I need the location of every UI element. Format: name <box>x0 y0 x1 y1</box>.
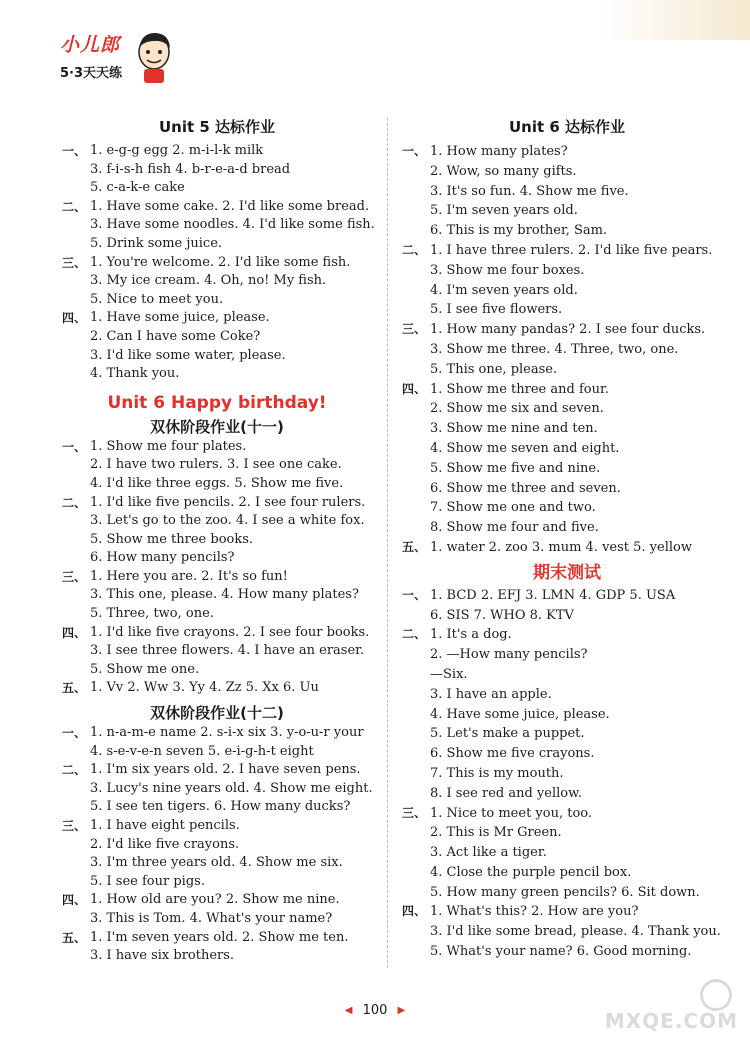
answer-text: 6. Show me three and seven. <box>430 480 621 496</box>
answer-line <box>62 743 372 762</box>
answer-text: 5. Drink some juice. <box>90 235 223 251</box>
answer-line <box>402 685 732 705</box>
answer-line <box>62 272 372 291</box>
question-number: 五、 <box>62 930 87 945</box>
answer-text: 5. Show me five and nine. <box>430 460 601 476</box>
answer-line <box>402 883 732 903</box>
question-number: 一、 <box>62 726 87 741</box>
answer-text: 4. Have some juice, please. <box>430 706 610 722</box>
section12-answers <box>62 724 372 966</box>
answer-line <box>62 798 372 817</box>
answer-line <box>402 300 732 320</box>
answer-text: 1. Vv 2. Ww 3. Yy 4. Zz 5. Xx 6. Uu <box>90 680 319 696</box>
question-number: 四、 <box>402 381 427 396</box>
answer-text: 3. I'm three years old. 4. Show me six. <box>90 855 343 871</box>
question-number: 四、 <box>62 311 87 326</box>
answer-line <box>62 679 372 698</box>
question-number: 五、 <box>62 681 87 696</box>
question-number: 四、 <box>62 893 87 908</box>
answer-line <box>402 942 732 962</box>
section11-heading: 双休阶段作业(十一) <box>150 417 284 436</box>
answer-text: 3. I have six brothers. <box>90 948 235 964</box>
answer-line <box>402 724 732 744</box>
answer-text: 1. Have some cake. 2. I'd like some bread. <box>90 198 370 214</box>
answer-line <box>62 910 372 929</box>
answer-line <box>402 182 732 202</box>
answer-line <box>62 456 372 475</box>
unit6-heading: Unit 6 达标作业 <box>508 118 626 136</box>
question-number: 三、 <box>62 255 87 270</box>
answer-text: 1. Here you are. 2. It's so fun! <box>90 568 288 584</box>
answer-line <box>402 241 732 261</box>
answer-text: 3. It's so fun. 4. Show me five. <box>430 183 629 199</box>
column-divider <box>387 118 388 968</box>
question-number: 四、 <box>402 904 427 919</box>
answer-text: 5. What's your name? 6. Good morning. <box>430 944 692 960</box>
answer-line <box>62 854 372 873</box>
answer-text: 5. This one, please. <box>430 361 558 377</box>
answer-line <box>402 498 732 518</box>
question-number: 四、 <box>62 625 87 640</box>
answer-text: 5. I see five flowers. <box>430 302 563 318</box>
answer-text: 7. Show me one and two. <box>430 500 596 516</box>
question-number: 二、 <box>62 495 87 510</box>
answer-line <box>62 161 372 180</box>
answer-text: 5. Nice to meet you. <box>90 291 224 307</box>
answer-line <box>62 780 372 799</box>
answer-text: 1. How many pandas? 2. I see four ducks. <box>430 322 706 338</box>
final-test-answers <box>402 586 732 962</box>
answer-text: 3. Show me three. 4. Three, two, one. <box>430 341 679 357</box>
answer-line <box>402 360 732 380</box>
answer-text: 5. I see four pigs. <box>90 873 205 889</box>
answer-line <box>62 586 372 605</box>
question-number: 一、 <box>62 144 87 158</box>
answer-text: 1. I'd like five pencils. 2. I see four rulers. <box>90 494 366 510</box>
answer-line <box>402 221 732 241</box>
answer-line <box>402 645 732 665</box>
unit5-answers <box>62 142 375 384</box>
answer-text: 1. BCD 2. EFJ 3. LMN 4. GDP 5. USA <box>430 587 676 603</box>
right-column <box>402 112 732 962</box>
answer-line <box>402 281 732 301</box>
answer-line <box>62 891 372 910</box>
answer-text: 8. I see red and yellow. <box>430 785 582 801</box>
answer-text: 2. I have two rulers. 3. I see one cake. <box>90 457 342 473</box>
answer-line <box>62 438 372 457</box>
answer-line <box>62 216 375 235</box>
answer-line <box>402 764 732 784</box>
answer-line <box>402 439 732 459</box>
boy-mascot-icon <box>134 28 174 84</box>
question-number: 三、 <box>402 322 427 337</box>
watermark-circle-icon <box>700 979 732 1011</box>
answer-text: 4. I'm seven years old. <box>430 282 578 298</box>
answer-text: 3. Lucy's nine years old. 4. Show me eight. <box>90 780 373 796</box>
question-number: 二、 <box>62 763 87 778</box>
answer-line <box>402 823 732 843</box>
answer-line <box>402 606 732 626</box>
answer-text: 2. Show me six and seven. <box>430 401 604 417</box>
question-number: 三、 <box>62 569 87 584</box>
question-number: 一、 <box>402 144 427 158</box>
answer-line <box>402 902 732 922</box>
answer-text: —Six. <box>430 666 468 682</box>
answer-line <box>402 201 732 221</box>
answer-text: 5. How many green pencils? 6. Sit down. <box>430 884 700 900</box>
answer-line <box>62 724 372 743</box>
answer-line <box>402 665 732 685</box>
answer-text: 1. How old are you? 2. Show me nine. <box>90 892 340 908</box>
answer-line <box>62 347 372 366</box>
answer-line <box>402 261 732 281</box>
answer-line <box>62 661 372 680</box>
answer-text: 1. How many plates? <box>430 144 568 159</box>
section12-heading: 双休阶段作业(十二) <box>150 704 284 723</box>
answer-text: 1. You're welcome. 2. I'd like some fish. <box>90 254 351 270</box>
answer-line <box>402 744 732 764</box>
answer-text: 1. I'd like five crayons. 2. I see four books. <box>90 624 370 640</box>
prev-arrow-icon: ◀ <box>344 1005 353 1016</box>
answer-text: 4. Close the purple pencil box. <box>430 864 632 880</box>
answer-text: 3. This is Tom. 4. What's your name? <box>90 910 333 926</box>
answer-text: 2. I'd like five crayons. <box>90 836 240 852</box>
answer-text: 1. It's a dog. <box>430 627 512 643</box>
question-number: 二、 <box>62 199 87 214</box>
answer-line <box>402 320 732 340</box>
answer-text: 1. I'm six years old. 2. I have seven pens. <box>90 762 361 778</box>
answer-text: 1. water 2. zoo 3. mum 4. vest 5. yellow <box>430 539 692 555</box>
answer-text: 3. I'd like some bread, please. 4. Thank you. <box>430 924 721 940</box>
answer-line <box>402 625 732 645</box>
answer-line <box>402 479 732 499</box>
answer-text: 6. How many pencils? <box>90 550 235 566</box>
page-stain <box>600 0 750 40</box>
answer-line <box>62 836 372 855</box>
answer-line <box>402 518 732 538</box>
watermark-text: MXQE.COM <box>604 1009 738 1033</box>
section11-answers <box>62 438 372 698</box>
question-number: 三、 <box>402 805 427 820</box>
answer-text: 6. SIS 7. WHO 8. KTV <box>430 607 574 623</box>
answer-line <box>62 549 372 568</box>
answer-text: 3. My ice cream. 4. Oh, no! My fish. <box>90 273 327 289</box>
answer-text: 1. e-g-g egg 2. m-i-l-k milk <box>90 143 264 158</box>
answer-text: 1. I'm seven years old. 2. Show me ten. <box>90 929 349 945</box>
answer-text: 5. I see ten tigers. 6. How many ducks? <box>90 799 351 815</box>
answer-text: 5. Show me three books. <box>90 531 254 547</box>
unit6-answers <box>402 142 732 558</box>
answer-text: 7. This is my mouth. <box>430 765 564 781</box>
answer-line <box>62 642 372 661</box>
answer-text: 6. Show me five crayons. <box>430 746 595 762</box>
logo-title: 小儿郎 <box>60 34 121 56</box>
watermark <box>604 983 738 1033</box>
answer-line <box>402 340 732 360</box>
answer-line <box>62 309 372 328</box>
book-logo <box>58 26 176 86</box>
answer-line <box>402 784 732 804</box>
answer-text: 1. Have some juice, please. <box>90 310 270 326</box>
answer-text: 3. Show me four boxes. <box>430 262 585 278</box>
answer-line <box>62 624 372 643</box>
unit6-banner: Unit 6 Happy birthday! <box>107 392 327 413</box>
answer-line <box>62 365 372 384</box>
answer-line <box>402 586 732 606</box>
answer-text: 1. I have eight pencils. <box>90 818 240 833</box>
answer-line <box>62 328 372 347</box>
logo-subtitle: 5·3天天练 <box>60 66 123 81</box>
answer-text: 3. Act like a tiger. <box>430 845 547 861</box>
answer-line <box>402 705 732 725</box>
answer-text: 4. Show me seven and eight. <box>430 440 620 456</box>
answer-line <box>402 922 732 942</box>
answer-line <box>62 531 372 550</box>
answer-text: 5. c-a-k-e cake <box>90 180 185 196</box>
next-arrow-icon: ▶ <box>397 1005 406 1016</box>
answer-text: 1. I have three rulers. 2. I'd like five pears. <box>430 242 713 258</box>
answer-text: 3. Show me nine and ten. <box>430 421 598 437</box>
answer-line <box>402 399 732 419</box>
unit5-heading: Unit 5 达标作业 <box>158 118 276 136</box>
answer-line <box>402 142 732 162</box>
answer-text: 5. I'm seven years old. <box>430 203 578 219</box>
answer-text: 3. f-i-s-h fish 4. b-r-e-a-d bread <box>90 161 291 177</box>
answer-line <box>62 254 372 273</box>
question-number: 五、 <box>402 539 427 554</box>
answer-text: 3. Have some noodles. 4. I'd like some fish. <box>90 217 375 233</box>
answer-line <box>402 804 732 824</box>
answer-text: 1. What's this? 2. How are you? <box>430 904 639 920</box>
answer-line <box>62 568 372 587</box>
answer-line <box>62 475 372 494</box>
answer-line <box>402 162 732 182</box>
answer-text: 6. This is my brother, Sam. <box>430 223 608 239</box>
answer-text: 3. I see three flowers. 4. I have an eraser. <box>90 643 365 659</box>
answer-text: 2. Can I have some Coke? <box>90 328 261 344</box>
answer-text: 1. Show me three and four. <box>430 381 609 397</box>
question-number: 二、 <box>402 627 427 642</box>
answer-line <box>402 538 732 558</box>
answer-text: 1. Show me four plates. <box>90 438 247 454</box>
answer-text: 3. I'd like some water, please. <box>90 347 286 363</box>
answer-line <box>402 843 732 863</box>
question-number: 一、 <box>62 439 87 454</box>
answer-text: 2. Wow, so many gifts. <box>430 163 577 179</box>
answer-line <box>62 291 372 310</box>
answer-text: 5. Show me one. <box>90 661 200 677</box>
answer-text: 8. Show me four and five. <box>430 520 599 536</box>
answer-line <box>402 380 732 400</box>
answer-line <box>62 947 372 966</box>
answer-text: 3. This one, please. 4. How many plates? <box>90 587 359 603</box>
question-number: 二、 <box>402 242 427 257</box>
answer-line <box>62 512 372 531</box>
answer-line <box>62 605 372 624</box>
answer-text: 4. I'd like three eggs. 5. Show me five. <box>90 475 344 491</box>
answer-line <box>62 179 372 198</box>
answer-text: 1. n-a-m-e name 2. s-i-x six 3. y-o-u-r your <box>90 725 364 741</box>
answer-text: 5. Three, two, one. <box>90 606 214 622</box>
answer-line <box>62 873 372 892</box>
answer-text: 2. —How many pencils? <box>430 647 588 663</box>
answer-line <box>62 198 372 217</box>
question-number: 一、 <box>402 587 427 602</box>
answer-line <box>62 494 372 513</box>
answer-line <box>62 817 372 836</box>
answer-text: 5. Let's make a puppet. <box>430 726 585 742</box>
answer-line <box>402 419 732 439</box>
answer-text: 3. Let's go to the zoo. 4. I see a white fox. <box>90 513 365 529</box>
answer-text: 2. This is Mr Green. <box>430 825 562 841</box>
answer-line <box>62 142 372 161</box>
answer-line <box>62 761 372 780</box>
page-number: 100 <box>362 1003 388 1018</box>
answer-line <box>402 459 732 479</box>
answer-line <box>62 929 372 948</box>
answer-text: 4. s-e-v-e-n seven 5. e-i-g-h-t eight <box>90 743 314 759</box>
answer-text: 4. Thank you. <box>90 366 180 382</box>
final-test-heading: 期末测试 <box>533 562 601 583</box>
answer-text: 1. Nice to meet you, too. <box>430 805 593 821</box>
answer-line <box>402 863 732 883</box>
answer-text: 3. I have an apple. <box>430 686 552 702</box>
left-column <box>62 112 375 966</box>
answer-line <box>62 235 372 254</box>
question-number: 三、 <box>62 819 87 833</box>
